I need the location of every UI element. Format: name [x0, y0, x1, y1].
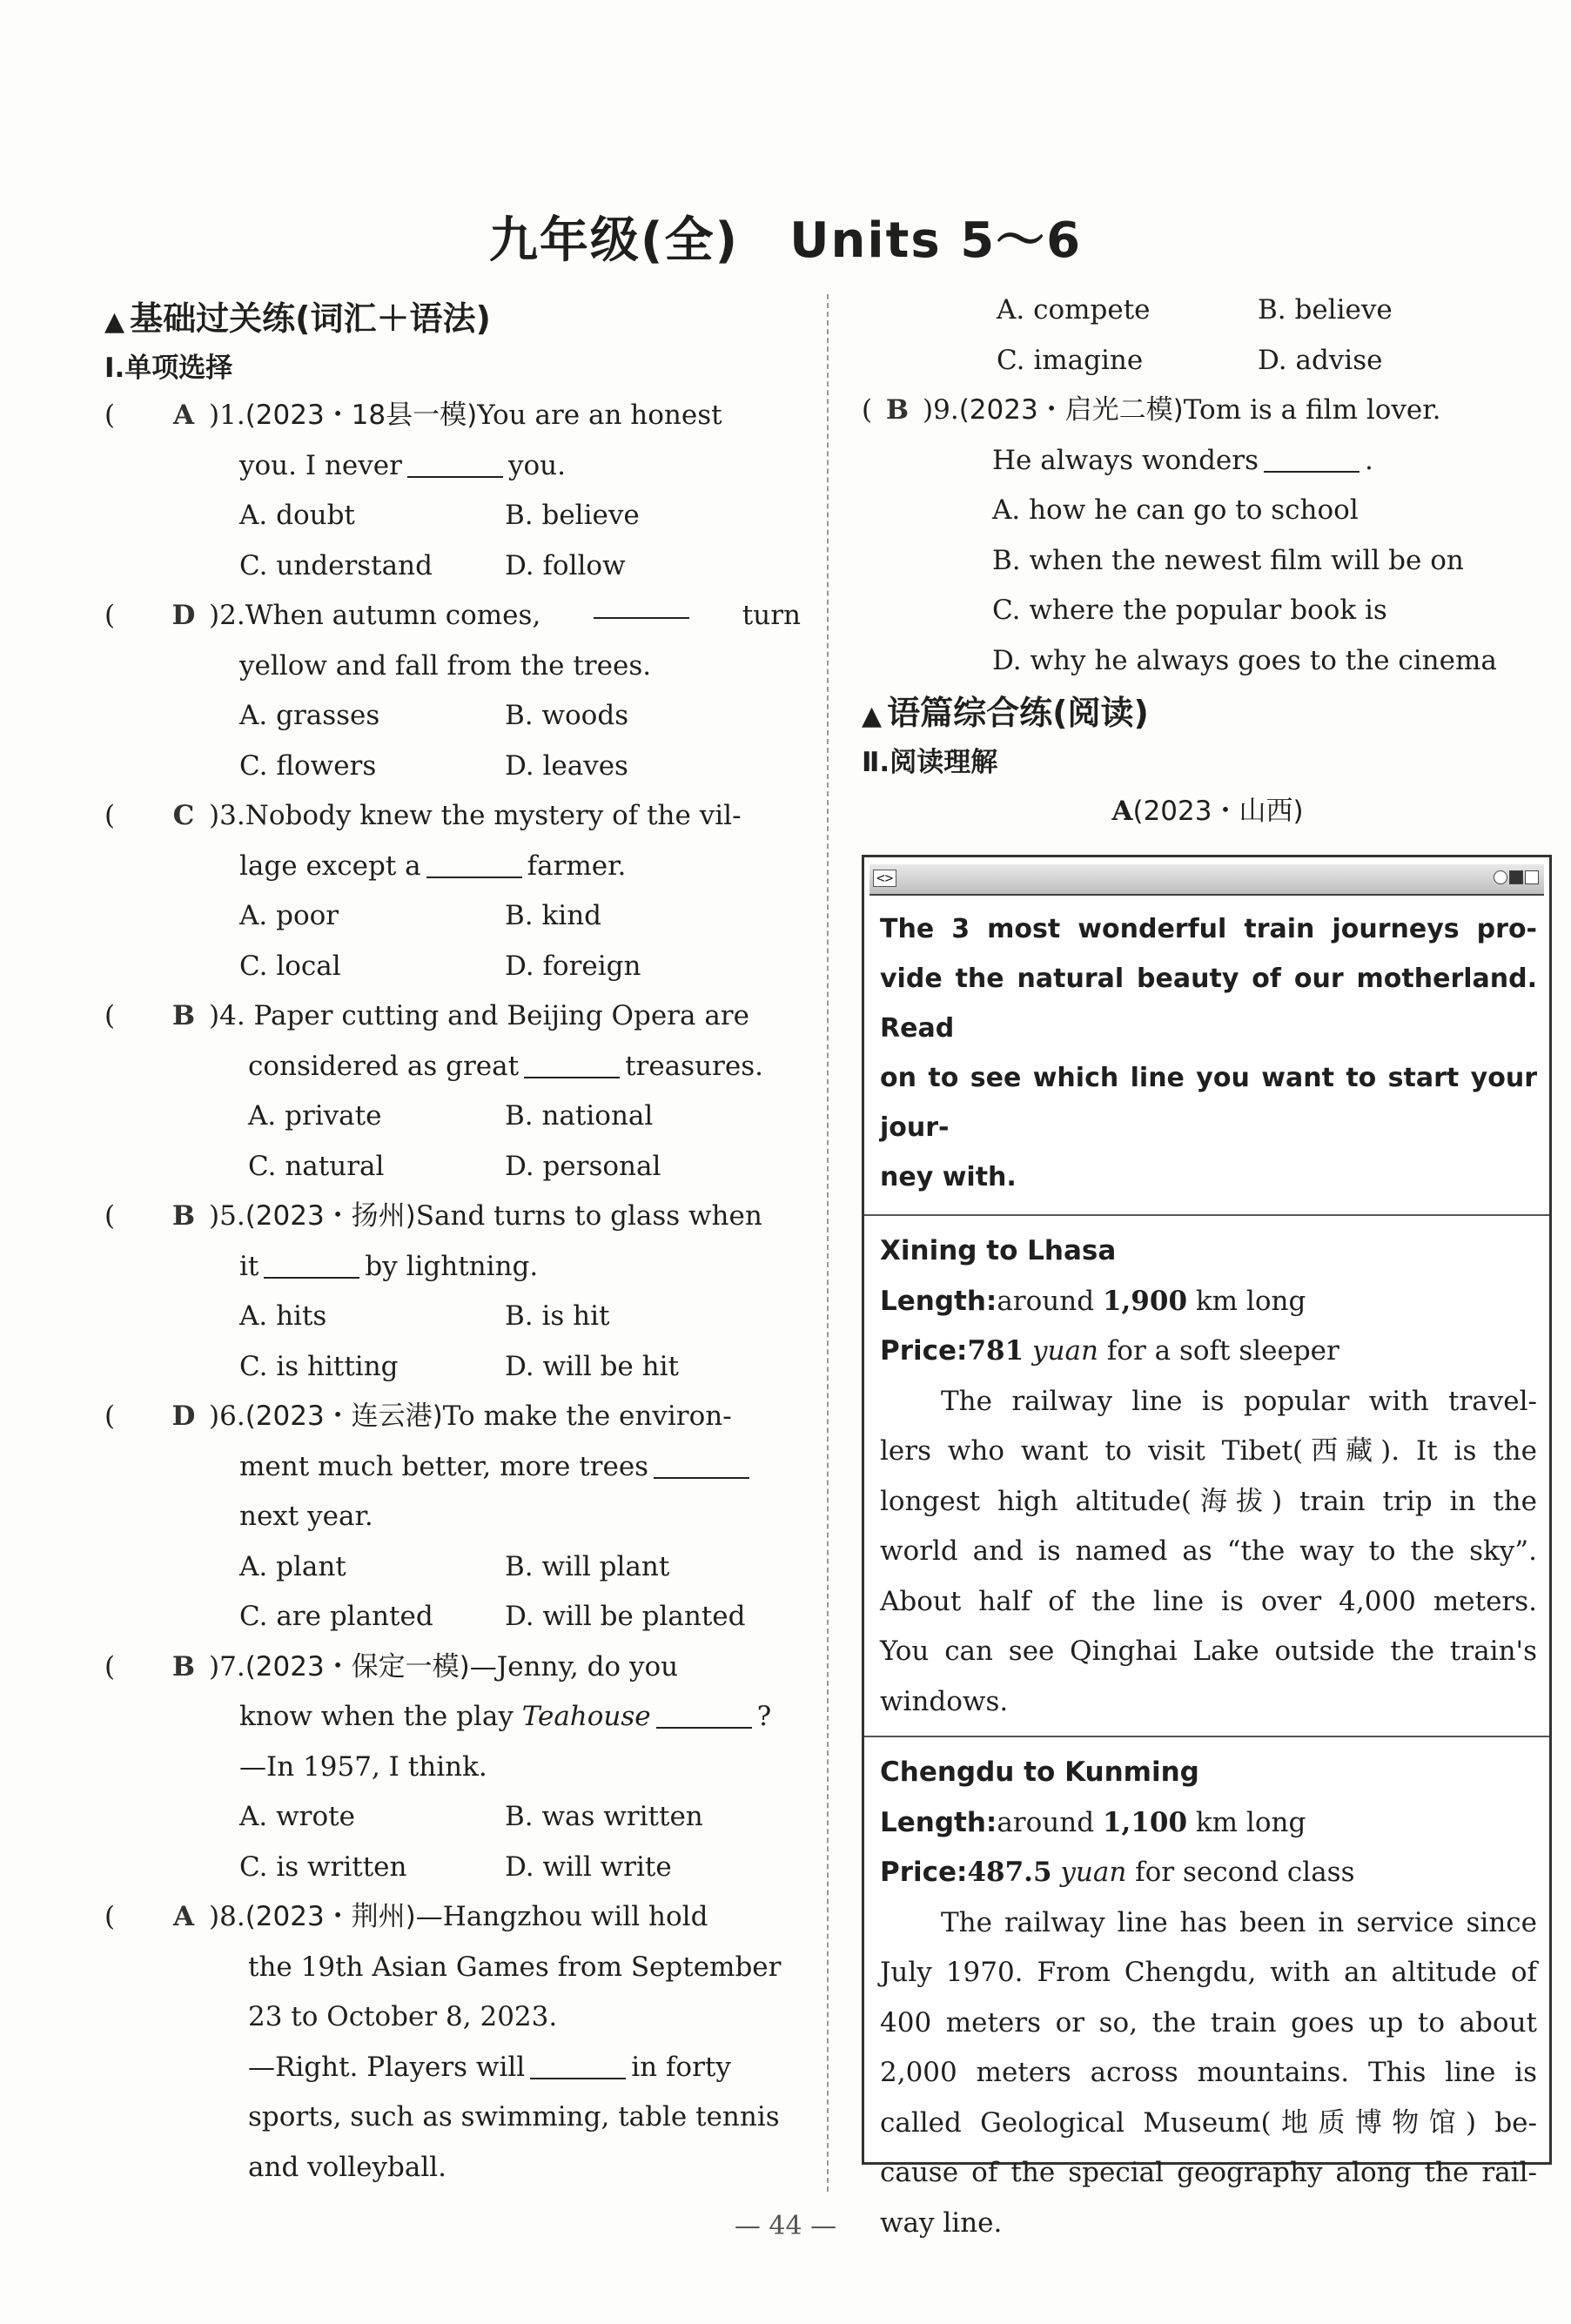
question-8-options-1: A. compete B. believe — [997, 294, 1393, 326]
answer-4: B — [171, 1000, 196, 1031]
passage-label: A(2023・山西) — [1111, 796, 1304, 827]
left-column — [104, 292, 801, 2193]
page-title: 九年级(全) Units 5～6 — [488, 212, 1083, 269]
answer-7: B — [171, 1650, 196, 1683]
question-1: ( A )1.(2023・18县一模)You are an honest you. I never you. A. doubt B. believe C. understand D. follow — [104, 391, 801, 591]
answer-5: B — [171, 1200, 196, 1232]
passage-intro: The 3 most wonderful train journeys pro- vide the natural beauty of our motherland. Read on to see which line you want to start your jour- ney with. — [864, 896, 1549, 1216]
question-5: ( B )5.(2023・扬州)Sand turns to glass when it by lightning. A. hits B. is hit C. is hitting D. will be hit — [104, 1192, 801, 1392]
section-title-basic: ▲ 基础过关练(词汇＋语法) — [104, 299, 491, 338]
route-name: Xining to Lhasa — [880, 1235, 1117, 1266]
question-4: ( B )4. Paper cutting and Beijing Opera are considered as great treasures. A. private B. national C. natural D. personal — [104, 991, 801, 1192]
answer-blank — [264, 1251, 359, 1279]
window-box-icon — [1525, 870, 1539, 884]
route-price: Price:781 yuan for a soft sleeper — [880, 1335, 1339, 1367]
route-name: Chengdu to Kunming — [880, 1756, 1199, 1788]
nav-arrows-icon: <> — [873, 870, 896, 887]
triangle-icon: ▲ — [862, 701, 883, 731]
window-square-icon — [1509, 870, 1523, 884]
route-length: Length:around 1,100 km long — [880, 1806, 1306, 1838]
answer-blank — [524, 1051, 620, 1078]
route-length: Length:around 1,900 km long — [880, 1285, 1306, 1317]
question-9: ( B )9.(2023・启光二模)Tom is a film lover. He always wonders . A. how he can go to school B. when the newest film will be on C. where the popular book is D. why he always goes to the cinema — [862, 386, 1554, 686]
answer-blank — [656, 1701, 752, 1729]
question-7: ( B )7.(2023・保定一模)—Jenny, do you know when the play Teahouse ? —In 1957, I think. A. wrote B. was written C. is written D. will write — [104, 1642, 801, 1893]
section-title-reading: ▲ 语篇综合练(阅读) — [862, 694, 1149, 732]
column-divider — [827, 294, 829, 2192]
browser-toolbar — [869, 864, 1544, 896]
answer-9: B — [885, 394, 910, 426]
question-8-options-2: C. imagine D. advise — [997, 344, 1383, 376]
answer-6: D — [171, 1400, 196, 1432]
route-card-chengdu-kunming — [864, 1736, 1549, 2257]
route-price: Price:487.5 yuan for second class — [880, 1857, 1355, 1888]
window-circle-icon — [1494, 870, 1507, 884]
part-title-multiple-choice: Ⅰ.单项选择 — [104, 353, 233, 384]
answer-blank — [594, 591, 689, 619]
route-description: The railway line is popular with travel- lers who want to visit Tibet(西藏). It is the longest high altitude(海拔) train trip in the world and is named as “the way to the sky”. About half of the line is over 4,000 meters. You can see Qinghai Lake outside the train's windows. — [880, 1385, 1537, 1717]
answer-blank — [654, 1451, 749, 1479]
answer-2: D — [171, 600, 196, 631]
answer-3: C — [172, 800, 195, 831]
right-column — [862, 285, 1554, 837]
part-title-reading: Ⅱ.阅读理解 — [862, 747, 998, 778]
answer-8: A — [172, 1901, 195, 1932]
question-8: ( A )8.(2023・荆州)—Hangzhou will hold the 19th Asian Games from September 23 to October 8, 2023. —Right. Players will in forty sports, such as swimming, table tennis and volleyball. — [104, 1892, 801, 2193]
route-description: The railway line has been in service since July 1970. From Chengdu, with an altitude of 400 meters or so, the train goes up to about 2,000 meters across mountains. This line is called Geological Museum(地质博物馆) be- cause of the special geography along the rail- way line. — [880, 1906, 1537, 2239]
answer-blank — [407, 450, 503, 478]
question-3: ( C )3.Nobody knew the mystery of the vil- lage except a farmer. A. poor B. kind C. local D. foreign — [104, 791, 801, 991]
triangle-icon: ▲ — [104, 306, 125, 337]
question-6: ( D )6.(2023・连云港)To make the environ- ment much better, more trees next year. A. plant B. will plant C. are planted D. will be planted — [104, 1392, 801, 1642]
page-number: — 44 — — [734, 2211, 837, 2241]
answer-blank — [530, 2052, 626, 2079]
answer-blank — [426, 850, 522, 878]
question-2: ( D ) 2. When autumn comes, turn yellow and fall from the trees. A. grasses B. woods C. flowers D. leaves — [104, 591, 801, 791]
passage-box — [862, 855, 1552, 2239]
answer-1: A — [172, 400, 195, 431]
answer-blank — [1264, 445, 1360, 473]
route-card-xining-lhasa — [864, 1216, 1549, 1736]
